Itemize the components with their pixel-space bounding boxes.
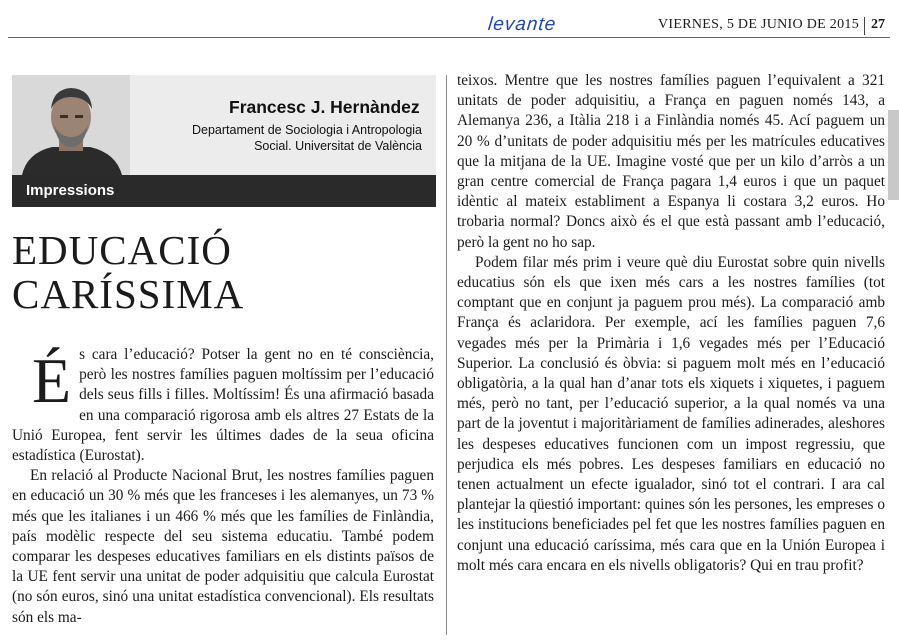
author-photo [12,75,130,175]
headline-line: EDUCACIÓ [12,227,232,273]
article-column-right [457,71,885,576]
section-label: Impressions [12,175,436,207]
article-paragraph: teixos. Mentre que les nostres famílies paguen l’equivalent a 321 unitats de poder adquisitiu, a França en paguen només 143, a Alemanya 236, a Itàlia 218 i a Finlàndia només 45. Ací paguem un 20 % d’unitats de poder adquisitiu més per les matrícules educatives que la mitjana de la UE. Imagine vosté que per un kilo d’arròs a un gran centre comercial de França pagara 1,4 euros i que un paquet idèntic al mateix establiment a Espanya li costara 3,2 euros. Ho trobaria normal? Doncs això és el que està passant amb l’educació, però la gent no ho sap. [457,72,885,251]
author-box [12,75,436,175]
author-affiliation: Social. Universitat de València [254,139,422,153]
author-name: Francesc J. Hernàndez [229,97,420,117]
author-affiliation: Departament de Sociologia i Antropologia [191,123,422,137]
article-headline [12,228,244,316]
article-paragraph: En relació al Producte Nacional Brut, les nostres famílies paguen en educació un 30 % més que les franceses i les alemanyes, un 73 % més que les italianes i un 466 % més que les famílies de Finlàndia, país modèlic respecte del seu sistema educatiu. També podem comparar les despeses educatives familiars en els distints països de la UE fent servir una unitat de poder adquisitiu que calcula Eurostat (no són euros, sinó una unitat estadística convencional). Els resultats són els ma- [12,467,434,626]
headline-line: CARÍSSIMA [12,271,245,317]
column-divider [446,75,447,635]
paragraph-text: s cara l’educació? Potser la gent no en té consciència, però les nostres famílies paguen moltíssim per l’educació dels seus fills i filles. Moltíssim! És una afirmació basada en una comparació rigorosa amb els altres 27 Estats de la Unió Europea, fent servir les últimes dades de la seua oficina estadística (Eurostat). [12,346,434,465]
article-paragraph [12,345,434,466]
date-line: VIERNES, 5 DE JUNIO DE 2015 [658,17,859,32]
article-column-left [12,345,434,628]
byline-block [12,75,436,207]
header-rule [8,37,890,38]
newspaper-logo: levante [486,14,558,35]
page-header [0,0,899,40]
page-number-divider [864,17,865,35]
adjacent-page-edge [888,110,899,200]
drop-cap: É [32,345,72,416]
article-paragraph: Podem filar més prim i veure què diu Eurostat sobre quin nivells educatius són els que ixen més cars a les nostres famílies (tot comptant que en conjunt ja paguem prou més). La comparació amb França és aclaridora. Per exemple, ací les famílies paguen 7,6 vegades més per la Primària i 1,6 vegades més per l’Educació Superior. La conclusió és òbvia: si paguem molt més en l’educació obligatòria, a la qual han d’anar tots els xiquets i xiquetes, i paguem més, però no tant, per l’educació superior, a la qual només va una part de la joventut i majoritàriament de famílies adinerades, aleshores les despeses educatives funcionen com un impost regressiu, que perjudica els més pobres. Les despeses familiars en educació no tenen actualment un efecte igualador, sinó tot el contrari. I ara cal plantejar la qüestió important: quines són les persones, les empreses o les institucions beneficiades pel fet que les nostres famílies paguen en conjunt una educació caríssima, més cara que en la Unión Europea i molt més cara encara en els nivells obligatoris? Qui en trau profit? [457,253,885,574]
page-number: 27 [871,17,885,32]
